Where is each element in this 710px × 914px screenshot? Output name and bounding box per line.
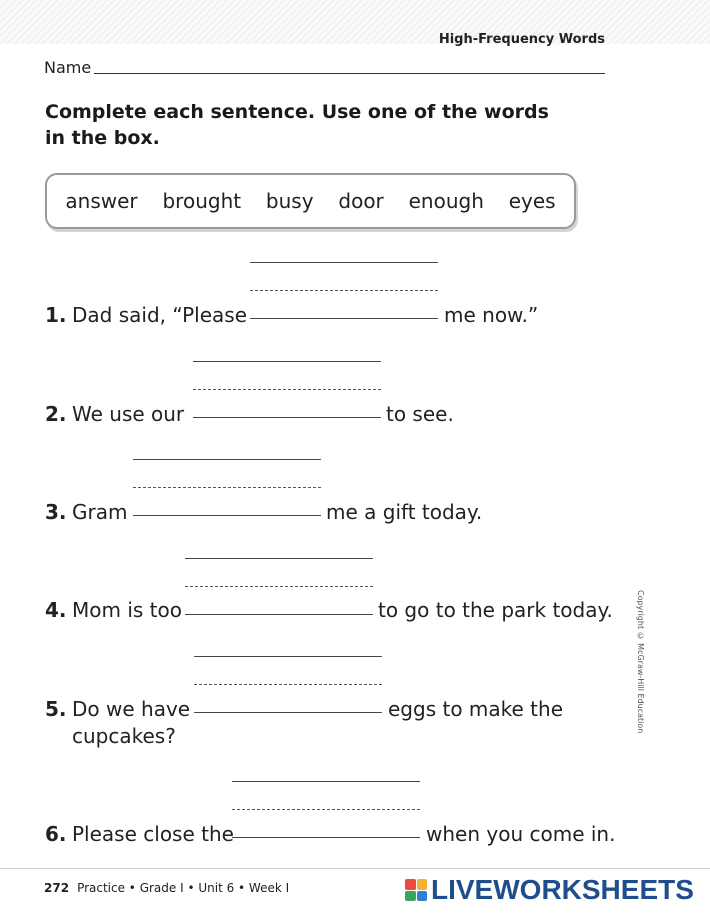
copyright-notice: Copyright © McGraw-Hill Education <box>636 590 645 734</box>
word-box-word: door <box>338 189 384 213</box>
question-5 <box>45 696 645 750</box>
question-number: 2. <box>45 402 67 426</box>
question-text-before: Please close the <box>72 822 234 846</box>
question-1 <box>45 302 645 328</box>
word-box-word: brought <box>162 189 242 213</box>
question-text-before: Gram <box>72 500 128 524</box>
footer <box>44 881 289 895</box>
question-4 <box>45 597 645 623</box>
question-number: 4. <box>45 598 67 622</box>
question-number: 3. <box>45 500 67 524</box>
brand[interactable] <box>405 874 694 906</box>
page-number: 272 <box>44 881 70 895</box>
course-info: Practice • Grade I • Unit 6 • Week I <box>77 881 290 895</box>
liveworksheets-logo-icon <box>405 879 427 901</box>
question-number: 5. <box>45 697 67 721</box>
question-3 <box>45 499 645 525</box>
section-label: High-Frequency Words <box>438 32 605 47</box>
name-label: Name <box>44 58 92 77</box>
word-box-word: busy <box>265 189 314 213</box>
footer-divider <box>0 868 710 869</box>
word-box <box>45 173 576 229</box>
brand-name: LIVEWORKSHEETS <box>431 874 694 905</box>
question-2 <box>45 401 645 427</box>
question-6 <box>45 821 645 847</box>
question-text-after: me a gift today. <box>326 500 483 524</box>
word-box-word: eyes <box>508 189 556 213</box>
question-text-after: eggs to make the <box>388 697 563 721</box>
word-box-word: answer <box>65 189 138 213</box>
question-text-before: Do we have <box>72 697 191 721</box>
question-text-after: me now.” <box>444 303 539 327</box>
question-text-before: Mom is too <box>72 598 182 622</box>
question-text-before: Dad said, “Please <box>72 303 247 327</box>
question-number: 6. <box>45 822 67 846</box>
question-text-before: We use our <box>72 402 185 426</box>
question-text-continued: cupcakes? <box>72 724 176 748</box>
question-text-after: to see. <box>386 402 454 426</box>
word-box-word: enough <box>408 189 484 213</box>
question-text-after: when you come in. <box>426 822 616 846</box>
question-text-after: to go to the park today. <box>378 598 613 622</box>
instructions: Complete each sentence. Use one of the words in the box. <box>45 101 549 149</box>
name-row <box>44 58 605 78</box>
name-line[interactable] <box>94 73 605 74</box>
question-number: 1. <box>45 303 67 327</box>
